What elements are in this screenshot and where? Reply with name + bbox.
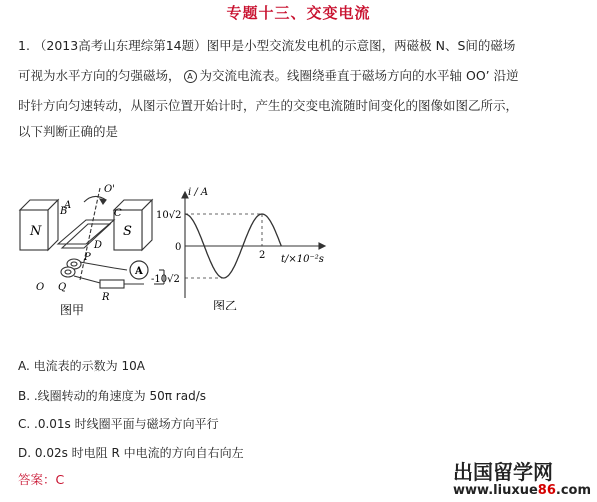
resistor-r xyxy=(100,280,124,288)
label-s: S xyxy=(123,224,132,239)
slip-rings xyxy=(61,259,81,277)
label-o-prime: O' xyxy=(104,184,115,195)
figure-yi-graph xyxy=(145,180,375,310)
y-axis-label: i / A xyxy=(188,187,209,198)
x-axis-label: t/×10⁻²s xyxy=(281,254,324,265)
option-d: D. 0.02s 时电阻 R 中电流的方向自右向左 xyxy=(18,446,244,460)
question-line-2a: 可视为水平方向的匀强磁场， xyxy=(18,68,181,83)
label-d: D xyxy=(94,240,103,251)
option-b: B. .线圈转动的角速度为 50π rad/s xyxy=(18,389,206,403)
question-line-2b: 为交流电流表。线圈绕垂直于磁场方向的水平轴 OO’ 沿逆 xyxy=(199,68,519,83)
caption-yi: 图乙 xyxy=(213,299,238,310)
answer-text: 答案：C xyxy=(18,472,65,487)
label-c: C xyxy=(114,208,122,219)
label-b: B xyxy=(60,206,68,217)
caption-jia: 图甲 xyxy=(60,303,85,317)
site-watermark xyxy=(453,456,591,498)
page-title: 专题十三、交变电流 xyxy=(226,4,371,22)
question-line-1: 1. （2013高考山东理综第14题）图甲是小型交流发电机的示意图，两磁极 N、S间的磁场 xyxy=(18,38,516,53)
watermark-url-b: 86 xyxy=(537,483,556,498)
label-a-coil: A xyxy=(64,200,72,211)
label-r: R xyxy=(102,292,110,303)
watermark-url-c: .com xyxy=(555,483,591,498)
x-tick-2: 2 xyxy=(259,250,266,261)
question-line-4: 以下判断正确的是 xyxy=(18,124,119,139)
label-q: Q xyxy=(58,282,67,293)
ammeter-label: A xyxy=(135,266,143,277)
question-line-3: 时针方向匀速转动，从图示位置开始计时，产生的交变电流随时间变化的图像如图乙所示， xyxy=(18,98,519,113)
watermark-url xyxy=(453,483,591,498)
option-c: C. .0.01s 时线圈平面与磁场方向平行 xyxy=(18,417,219,431)
ammeter-symbol: A xyxy=(184,70,197,83)
y-tick-positive: 10√2 xyxy=(156,210,182,221)
label-n: N xyxy=(30,224,42,239)
question-line-2 xyxy=(18,66,519,84)
watermark-url-a: www.liuxue xyxy=(453,483,538,498)
option-a: A. 电流表的示数为 10A xyxy=(18,359,145,373)
origin-label: 0 xyxy=(175,242,182,253)
watermark-main: 出国留学网 xyxy=(453,460,554,484)
label-o: O xyxy=(36,282,45,293)
y-tick-negative: -10√2 xyxy=(151,274,180,285)
label-p: P xyxy=(84,252,91,263)
